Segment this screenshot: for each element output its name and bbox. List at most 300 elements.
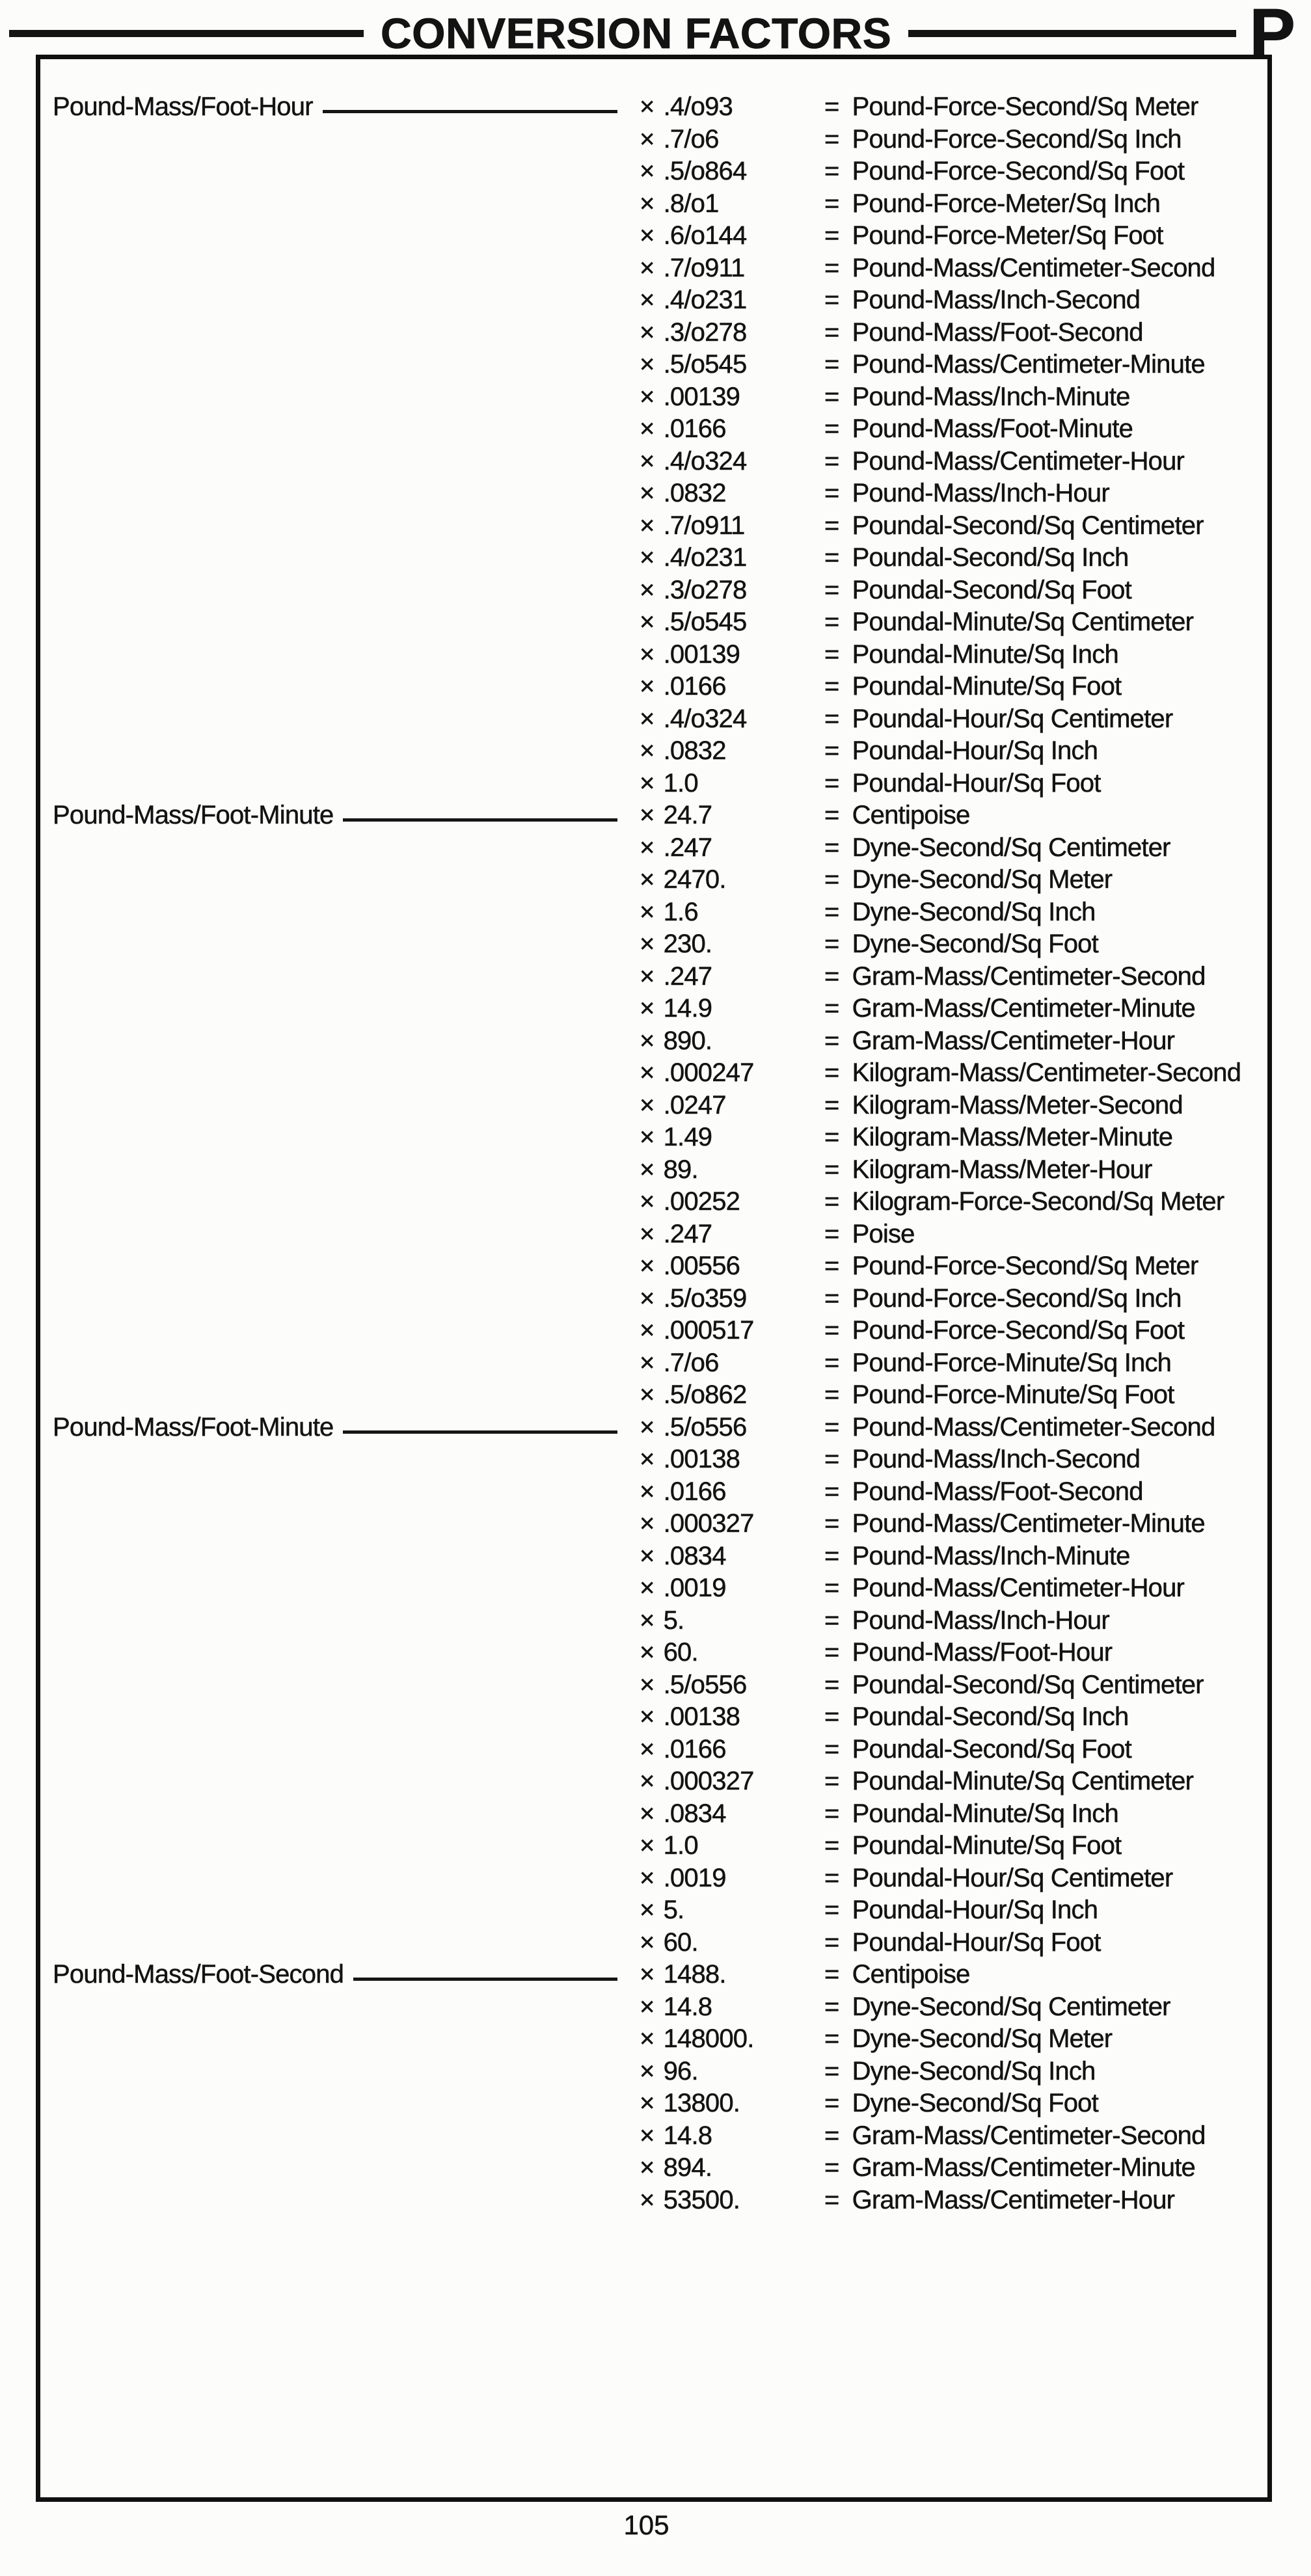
group-label-cell (40, 703, 640, 736)
result-cell (824, 961, 1267, 993)
equals-sign: = (824, 2121, 839, 2150)
table-row (40, 1959, 1267, 1991)
result-value: Dyne-Second/Sq Meter (852, 865, 1113, 894)
factor-cell (640, 735, 824, 768)
group-label-cell (40, 349, 640, 381)
result-value: Gram-Mass/Centimeter-Hour (852, 1026, 1175, 1055)
factor-value: .0166 (663, 1477, 726, 1506)
multiply-sign: × (640, 1445, 655, 1473)
multiply-sign: × (640, 1252, 655, 1280)
multiply-sign: × (640, 350, 655, 379)
equals-sign: = (824, 736, 839, 765)
equals-sign: = (824, 2153, 839, 2182)
factor-cell (640, 1540, 824, 1573)
result-value: Pound-Mass/Inch-Minute (852, 382, 1130, 411)
multiply-sign: × (640, 511, 655, 540)
result-cell (824, 896, 1267, 929)
result-value: Gram-Mass/Centimeter-Hour (852, 2185, 1175, 2214)
factor-cell (640, 1218, 824, 1251)
factor-value: .0834 (663, 1799, 726, 1828)
result-cell (824, 606, 1267, 639)
result-value: Centipoise (852, 801, 970, 829)
group-label-cell (40, 1250, 640, 1283)
table-row (40, 1669, 1267, 1702)
factor-cell (640, 1476, 824, 1509)
group-label-cell (40, 1347, 640, 1380)
table-row (40, 2152, 1267, 2184)
result-value: Poundal-Second/Sq Inch (852, 543, 1129, 572)
result-cell (824, 1959, 1267, 1991)
factor-value: 148000. (663, 2024, 754, 2053)
multiply-sign: × (640, 1767, 655, 1795)
table-row (40, 1508, 1267, 1540)
result-cell (824, 188, 1267, 221)
factor-cell (640, 2184, 824, 2217)
factor-cell (640, 446, 824, 478)
equals-sign: = (824, 189, 839, 218)
factor-cell (640, 1830, 824, 1862)
result-cell (824, 1476, 1267, 1509)
group-label-cell (40, 1121, 640, 1154)
factor-value: .5/o556 (663, 1670, 747, 1699)
equals-sign: = (824, 253, 839, 282)
equals-sign: = (824, 1767, 839, 1795)
group-label-cell (40, 381, 640, 414)
factor-value: .0019 (663, 1863, 726, 1892)
equals-sign: = (824, 157, 839, 185)
result-value: Centipoise (852, 1960, 970, 1989)
multiply-sign: × (640, 1799, 655, 1828)
factor-cell (640, 1315, 824, 1347)
factor-value: .4/o324 (663, 704, 747, 733)
equals-sign: = (824, 2185, 839, 2214)
factor-cell (640, 2120, 824, 2153)
result-cell (824, 1443, 1267, 1476)
table-row (40, 381, 1267, 414)
factor-cell (640, 317, 824, 349)
result-cell (824, 1025, 1267, 1058)
equals-sign: = (824, 897, 839, 926)
multiply-sign: × (640, 1734, 655, 1764)
equals-sign: = (824, 350, 839, 379)
group-label-cell (40, 1862, 640, 1895)
table-row (40, 735, 1267, 768)
result-cell (824, 1186, 1267, 1218)
result-cell (824, 1315, 1267, 1347)
multiply-sign: × (640, 801, 655, 829)
result-value: Dyne-Second/Sq Foot (852, 930, 1098, 958)
factor-cell (640, 1379, 824, 1412)
result-value: Pound-Force-Second/Sq Meter (852, 1252, 1198, 1280)
multiply-sign: × (640, 704, 655, 733)
multiply-sign: × (640, 930, 655, 958)
factor-value: .247 (663, 961, 712, 991)
factor-value: .4/o93 (663, 92, 733, 121)
equals-sign: = (824, 1605, 839, 1635)
multiply-sign: × (640, 1187, 655, 1216)
factor-cell (640, 1927, 824, 1959)
result-value: Poundal-Minute/Sq Centimeter (852, 608, 1194, 636)
factor-value: .00556 (663, 1252, 740, 1280)
equals-sign: = (824, 2024, 839, 2053)
factor-value: .0166 (663, 672, 726, 701)
multiply-sign: × (640, 1992, 655, 2021)
result-cell (824, 1798, 1267, 1831)
factor-cell (640, 1443, 824, 1476)
result-value: Poise (852, 1219, 915, 1248)
multiply-sign: × (640, 1960, 655, 1989)
factor-cell (640, 1186, 824, 1218)
factor-cell (640, 639, 824, 671)
equals-sign: = (824, 1960, 839, 1989)
multiply-sign: × (640, 1896, 655, 1924)
factor-value: .4/o231 (663, 286, 747, 314)
table-row (40, 1218, 1267, 1251)
factor-value: .7/o6 (663, 124, 719, 154)
equals-sign: = (824, 479, 839, 507)
result-value: Poundal-Second/Sq Centimeter (852, 1670, 1204, 1699)
group-label-cell (40, 961, 640, 993)
multiply-sign: × (640, 221, 655, 250)
table-row (40, 1637, 1267, 1669)
result-cell (824, 735, 1267, 768)
equals-sign: = (824, 1187, 839, 1216)
result-cell (824, 703, 1267, 736)
factor-cell (640, 155, 824, 188)
table-row (40, 1894, 1267, 1927)
table-row (40, 2023, 1267, 2056)
equals-sign: = (824, 575, 839, 604)
table-row (40, 928, 1267, 961)
result-cell (824, 1669, 1267, 1702)
factor-value: 1.0 (663, 768, 698, 798)
factor-cell (640, 703, 824, 736)
table-row (40, 606, 1267, 639)
title-rule-left (9, 30, 364, 37)
multiply-sign: × (640, 92, 655, 121)
result-cell (824, 2023, 1267, 2056)
result-value: Kilogram-Mass/Meter-Second (852, 1090, 1183, 1120)
result-value: Kilogram-Force-Second/Sq Meter (852, 1187, 1224, 1216)
factor-value: 1488. (663, 1960, 726, 1989)
table-row (40, 1765, 1267, 1798)
equals-sign: = (824, 639, 839, 669)
equals-sign: = (824, 1219, 839, 1248)
page-title: CONVERSION FACTORS (381, 9, 892, 57)
factor-cell (640, 124, 824, 156)
factor-value: .0834 (663, 1541, 726, 1570)
result-cell (824, 1412, 1267, 1444)
result-value: Kilogram-Mass/Meter-Minute (852, 1123, 1173, 1151)
table-row (40, 1540, 1267, 1573)
multiply-sign: × (640, 1283, 655, 1313)
equals-sign: = (824, 608, 839, 636)
factor-value: .7/o911 (663, 253, 745, 282)
multiply-sign: × (640, 639, 655, 669)
equals-sign: = (824, 1316, 839, 1345)
result-value: Dyne-Second/Sq Inch (852, 897, 1096, 926)
result-cell (824, 993, 1267, 1025)
result-cell (824, 413, 1267, 446)
factor-cell (640, 91, 824, 124)
factor-cell (640, 832, 824, 865)
result-value: Poundal-Minute/Sq Inch (852, 1799, 1118, 1828)
group-label: Pound-Mass/Foot-Minute (53, 801, 334, 829)
result-cell (824, 2152, 1267, 2184)
group-label-cell (40, 477, 640, 510)
group-label-cell (40, 1765, 640, 1798)
result-cell (824, 1540, 1267, 1573)
result-cell (824, 1830, 1267, 1862)
result-cell (824, 1090, 1267, 1122)
group-label-cell (40, 220, 640, 252)
result-cell (824, 1605, 1267, 1637)
result-value: Poundal-Second/Sq Foot (852, 1734, 1131, 1764)
table-row (40, 188, 1267, 221)
result-cell (824, 1154, 1267, 1187)
result-value: Pound-Mass/Centimeter-Second (852, 1412, 1215, 1442)
group-label-cell (40, 317, 640, 349)
multiply-sign: × (640, 1380, 655, 1409)
multiply-sign: × (640, 1863, 655, 1892)
multiply-sign: × (640, 1155, 655, 1184)
multiply-sign: × (640, 2185, 655, 2214)
table-row (40, 155, 1267, 188)
equals-sign: = (824, 1863, 839, 1892)
result-value: Pound-Mass/Foot-Second (852, 1477, 1143, 1506)
table-row (40, 252, 1267, 285)
equals-sign: = (824, 511, 839, 540)
result-cell (824, 542, 1267, 574)
factor-value: 89. (663, 1155, 698, 1184)
group-label-cell (40, 1025, 640, 1058)
table-row (40, 1927, 1267, 1959)
title-rule-right (908, 30, 1236, 37)
table-row (40, 1347, 1267, 1380)
result-cell (824, 1379, 1267, 1412)
result-cell (824, 864, 1267, 896)
group-label-cell (40, 1927, 640, 1959)
result-cell (824, 639, 1267, 671)
table-row (40, 220, 1267, 252)
table-row (40, 1186, 1267, 1218)
table-row (40, 671, 1267, 703)
multiply-sign: × (640, 1605, 655, 1635)
equals-sign: = (824, 1058, 839, 1087)
table-row (40, 799, 1267, 832)
result-value: Poundal-Hour/Sq Foot (852, 1927, 1101, 1957)
result-value: Pound-Mass/Foot-Second (852, 317, 1143, 347)
table-row (40, 2120, 1267, 2153)
equals-sign: = (824, 1283, 839, 1313)
table-row (40, 1991, 1267, 2024)
leader-line (323, 110, 617, 113)
factor-value: .0166 (663, 1734, 726, 1764)
table-row (40, 1025, 1267, 1058)
result-cell (824, 91, 1267, 124)
group-label-cell (40, 2087, 640, 2120)
factor-value: 5. (663, 1605, 684, 1635)
group-label-cell (40, 413, 640, 446)
factor-value: 230. (663, 930, 712, 958)
factor-value: .00138 (663, 1702, 740, 1731)
conversion-table (40, 91, 1267, 2216)
multiply-sign: × (640, 1509, 655, 1538)
result-cell (824, 799, 1267, 832)
result-cell (824, 1927, 1267, 1959)
result-value: Poundal-Minute/Sq Foot (852, 1831, 1122, 1860)
factor-value: 1.49 (663, 1123, 712, 1151)
factor-cell (640, 961, 824, 993)
multiply-sign: × (640, 961, 655, 991)
result-cell (824, 1862, 1267, 1895)
multiply-sign: × (640, 736, 655, 765)
multiply-sign: × (640, 479, 655, 507)
multiply-sign: × (640, 994, 655, 1023)
result-cell (824, 446, 1267, 478)
result-value: Pound-Mass/Inch-Hour (852, 1605, 1109, 1635)
equals-sign: = (824, 1348, 839, 1377)
group-label-cell (40, 91, 640, 124)
result-value: Pound-Force-Second/Sq Inch (852, 1283, 1182, 1313)
result-value: Gram-Mass/Centimeter-Second (852, 961, 1206, 991)
factor-cell (640, 1154, 824, 1187)
result-value: Dyne-Second/Sq Centimeter (852, 833, 1170, 862)
table-row (40, 639, 1267, 671)
factor-value: .7/o911 (663, 511, 745, 540)
multiply-sign: × (640, 124, 655, 154)
result-cell (824, 220, 1267, 252)
group-label-cell (40, 639, 640, 671)
result-value: Poundal-Second/Sq Foot (852, 575, 1131, 604)
factor-cell (640, 1025, 824, 1058)
group-label-cell (40, 1412, 640, 1444)
table-row (40, 2056, 1267, 2088)
group-label-cell (40, 768, 640, 800)
group-label: Pound-Mass/Foot-Second (53, 1960, 344, 1989)
group-label-cell (40, 1218, 640, 1251)
result-value: Pound-Mass/Centimeter-Second (852, 253, 1215, 282)
multiply-sign: × (640, 1058, 655, 1087)
section-letter-tab: P (1249, 0, 1295, 72)
equals-sign: = (824, 2089, 839, 2117)
factor-value: .5/o545 (663, 608, 747, 636)
result-value: Poundal-Hour/Sq Centimeter (852, 1863, 1173, 1892)
table-row (40, 2184, 1267, 2217)
result-value: Poundal-Hour/Sq Centimeter (852, 704, 1173, 733)
equals-sign: = (824, 1509, 839, 1538)
result-value: Pound-Force-Meter/Sq Inch (852, 189, 1161, 218)
result-value: Kilogram-Mass/Centimeter-Second (852, 1058, 1241, 1087)
result-cell (824, 1572, 1267, 1605)
equals-sign: = (824, 543, 839, 572)
table-row (40, 1862, 1267, 1895)
factor-cell (640, 1991, 824, 2024)
multiply-sign: × (640, 1316, 655, 1345)
factor-cell (640, 188, 824, 221)
multiply-sign: × (640, 1412, 655, 1442)
factor-value: 5. (663, 1896, 684, 1924)
equals-sign: = (824, 1380, 839, 1409)
result-cell (824, 1765, 1267, 1798)
result-cell (824, 1637, 1267, 1669)
result-cell (824, 1894, 1267, 1927)
factor-value: 96. (663, 2056, 698, 2086)
result-value: Dyne-Second/Sq Inch (852, 2056, 1096, 2086)
factor-value: .4/o324 (663, 446, 747, 476)
result-value: Pound-Mass/Centimeter-Hour (852, 446, 1185, 476)
group-label-cell (40, 832, 640, 865)
table-row (40, 1057, 1267, 1090)
result-cell (824, 510, 1267, 543)
factor-value: 24.7 (663, 801, 712, 829)
group-label-cell (40, 1315, 640, 1347)
result-cell (824, 1057, 1267, 1090)
result-cell (824, 124, 1267, 156)
group-label-cell (40, 446, 640, 478)
equals-sign: = (824, 704, 839, 733)
result-cell (824, 2056, 1267, 2088)
factor-cell (640, 381, 824, 414)
group-label-cell (40, 1798, 640, 1831)
table-row (40, 574, 1267, 607)
multiply-sign: × (640, 865, 655, 894)
result-cell (824, 477, 1267, 510)
factor-cell (640, 864, 824, 896)
factor-cell (640, 413, 824, 446)
factor-value: .5/o556 (663, 1412, 747, 1442)
equals-sign: = (824, 1155, 839, 1184)
group-label-cell (40, 1701, 640, 1734)
group-label: Pound-Mass/Foot-Minute (53, 1412, 334, 1442)
group-label-cell (40, 2120, 640, 2153)
result-cell (824, 349, 1267, 381)
multiply-sign: × (640, 608, 655, 636)
factor-cell (640, 1572, 824, 1605)
multiply-sign: × (640, 2089, 655, 2117)
equals-sign: = (824, 1831, 839, 1860)
equals-sign: = (824, 801, 839, 829)
multiply-sign: × (640, 672, 655, 701)
group-label-cell (40, 1283, 640, 1315)
equals-sign: = (824, 92, 839, 121)
equals-sign: = (824, 1896, 839, 1924)
result-value: Poundal-Hour/Sq Inch (852, 736, 1098, 765)
multiply-sign: × (640, 414, 655, 443)
result-cell (824, 1347, 1267, 1380)
group-label-cell (40, 1894, 640, 1927)
table-row (40, 768, 1267, 800)
multiply-sign: × (640, 1638, 655, 1667)
factor-cell (640, 1347, 824, 1380)
table-row (40, 124, 1267, 156)
factor-cell (640, 1669, 824, 1702)
group-label-cell (40, 188, 640, 221)
factor-cell (640, 2056, 824, 2088)
factor-cell (640, 1959, 824, 1991)
factor-cell (640, 896, 824, 929)
table-row (40, 896, 1267, 929)
factor-value: 60. (663, 1927, 698, 1957)
equals-sign: = (824, 1992, 839, 2021)
multiply-sign: × (640, 317, 655, 347)
table-row (40, 1734, 1267, 1766)
factor-value: .4/o231 (663, 543, 747, 572)
factor-cell (640, 1605, 824, 1637)
factor-value: 13800. (663, 2089, 740, 2117)
factor-cell (640, 1798, 824, 1831)
equals-sign: = (824, 1799, 839, 1828)
